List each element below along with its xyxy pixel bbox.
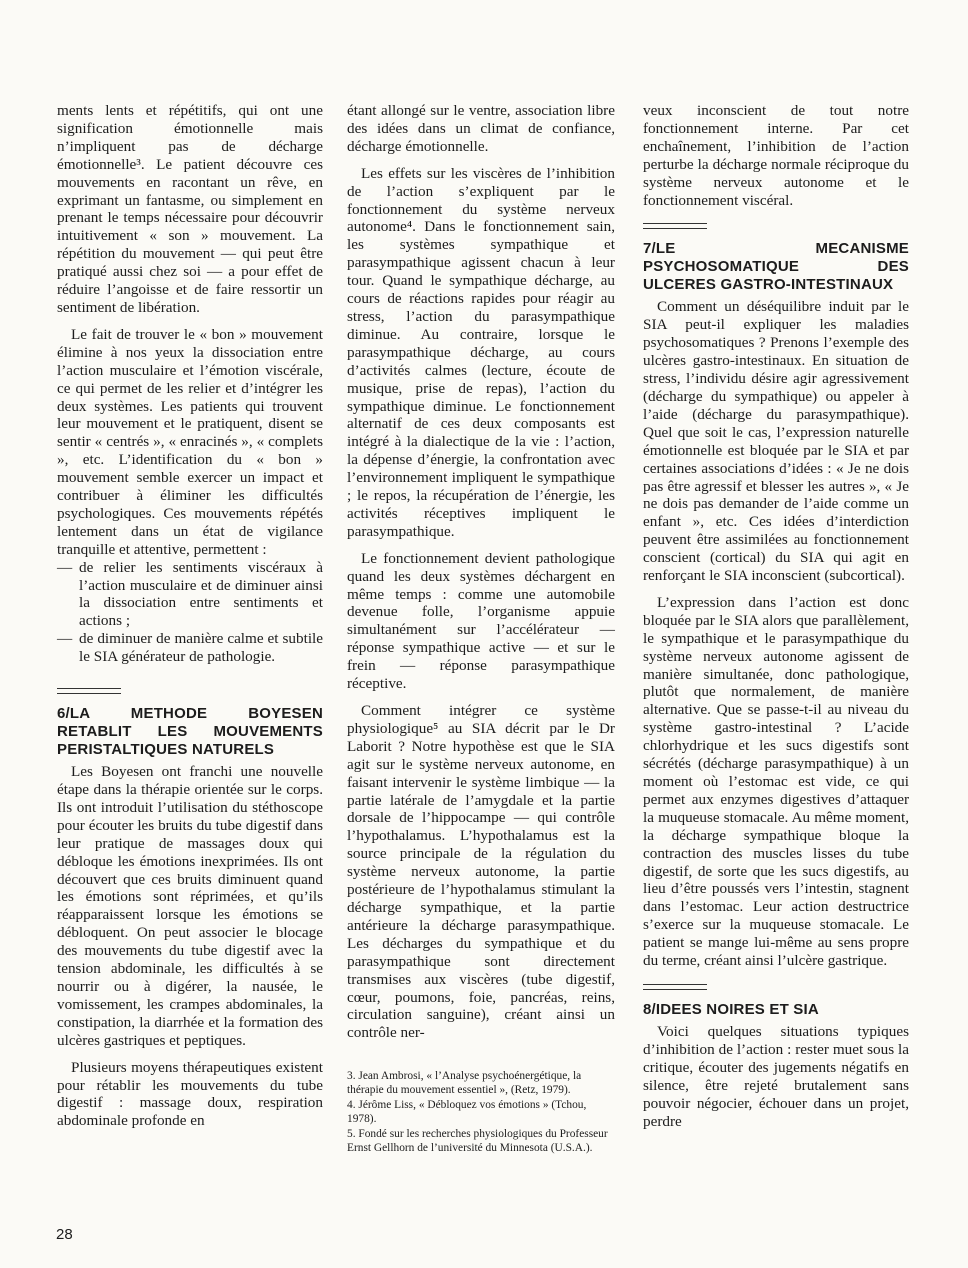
section-divider bbox=[643, 984, 707, 990]
footnote: 3. Jean Ambrosi, « l’Analyse psychoénergétique, la thérapie du mouvement essentiel », (Retz, 1979). bbox=[347, 1070, 582, 1096]
list-item bbox=[57, 630, 323, 666]
section-divider bbox=[57, 688, 121, 694]
column-2 bbox=[347, 102, 615, 1157]
section-heading-6: 6/LA METHODE BOYESEN RETABLIT LES MOUVEMENTS PERISTALTIQUES NATURELS bbox=[57, 705, 323, 759]
page-number: 28 bbox=[56, 1226, 73, 1243]
footnote: 4. Jérôme Liss, « Débloquez vos émotions » (Tchou, 1978). bbox=[347, 1099, 587, 1125]
section-divider bbox=[643, 223, 707, 229]
paragraph: Comment intégrer ce système physiologique⁵ au SIA décrit par le Dr Laborit ? Notre hypothèse est que le SIA agit sur le système nerveux autonome, en faisant intervenir le système limbique — la partie latérale de l’amygdale et la partie dorsale de l’hippocampe — qui contrôle l’hypothalamus. L’hypothalamus est la source principale de la régulation du système nerveux autonome, la partie postérieure de l’hypothalamus stimulant la décharge sympathique, et la partie antérieure la décharge parasympathique. Les décharges du sympathique et du parasympathique sont directement transmises aux viscères (tube digestif, cœur, poumons, foie, pancréas, reins, circulation sanguine), créant ainsi un contrôle ner- bbox=[347, 702, 615, 1042]
paragraph: Plusieurs moyens thérapeutiques existent pour rétablir les mouvements du tube digestif : massage doux, respiration abdominale profonde en bbox=[57, 1058, 323, 1130]
paragraph: veux inconscient de tout notre fonctionnement interne. Par cet enchaînement, l’inhibition de l’action perturbe la décharge normale réciproque du système nerveux autonome et le fonctionnement viscéral. bbox=[643, 102, 909, 209]
paragraph: Voici quelques situations typiques d’inhibition de l’action : rester muet sous la critique, écouter des jugements négatifs en silence, être rejeté brutalement sans pouvoir négocier, échouer dans un projet, perdre bbox=[643, 1022, 909, 1130]
paragraph: Les Boyesen ont franchi une nouvelle étape dans la thérapie orientée sur le corps. Ils ont introduit l’utilisation du stéthoscope pour écouter les bruits du tube digestif dans leur pratique de massages doux qui débloque les émotions inexprimées. Ils ont découvert que ces bruits diminuent quand les émotions sont réprimées, et qu’ils réapparaissent lorsque les émotions se débloquent. On peut associer le blocage des mouvements du tube digestif avec la tension abdominale, les difficultés à se nourrir ou à digérer, la nausée, le vomissement, les crampes abdominales, la constipation, la diarrhée et la formation des ulcères gastriques et peptiques. bbox=[57, 763, 323, 1049]
paragraph: Comment un déséquilibre induit par le SIA peut-il expliquer les maladies psychosomatiques ? Prenons l’exemple des ulcères gastro-intestinaux. En situation de stress, l’individu désire agir agressivement (décharge du sympathique) ou appeler à l’aide (décharge du parasympathique). Quel que soit le cas, l’expression naturelle émotionnelle est bloquée par le SIA et par certaines associations d’idées : « Je ne dois pas être agressif et blesser les autres », « Je ne dois pas demander de l’aide comme un enfant », etc. Ces idées d’interdiction peuvent être assimilées au fonctionnement conscient (cortical) du SIA qui agit en renforçant le SIA inconscient (subcortical). bbox=[643, 298, 909, 585]
footnotes bbox=[347, 1070, 615, 1155]
footnote: 5. Fondé sur les recherches physiologiques du Professeur Ernst Gellhorn de l’université du Minnesota (U.S.A.). bbox=[347, 1128, 608, 1154]
list-item-text: de diminuer de manière calme et subtile le SIA générateur de pathologie. bbox=[79, 630, 323, 666]
list-item-text: de relier les sentiments viscéraux à l’action musculaire et de diminuer ainsi la dissociation entre sentiments et actions ; bbox=[79, 558, 323, 630]
section-heading-7: 7/LE MECANISME PSYCHOSOMATIQUE DES ULCERES GASTRO-INTESTINAUX bbox=[643, 240, 909, 294]
paragraph: Le fonctionnement devient pathologique quand les deux systèmes déchargent en même temps : comme une automobile devenue folle, l’organisme appuie simultanément sur l’accélérateur — réponse sympathique active — et sur le frein — réponse parasympathique réceptive. bbox=[347, 549, 615, 693]
list-dash: — bbox=[57, 630, 73, 648]
paragraph: Le fait de trouver le « bon » mouvement élimine à nos yeux la dissociation entre l’action musculaire et l’émotion viscérale, ce qui permet de les relier et d’intégrer les deux systèmes. Les patients qui trouvent leur mouvement et le pratiquent, disent se sentir « centrés », « enracinés », « complets », etc. L’identification du « bon » mouvement semble exercer un impact et contribuer à éliminer les difficultés psychologiques. Ces mouvements répétés lentement dans un état de vigilance tranquille et attentive, permettent : bbox=[57, 325, 323, 558]
section-heading-8: 8/IDEES NOIRES ET SIA bbox=[643, 1000, 819, 1018]
list-item bbox=[57, 559, 323, 631]
paragraph: Les effets sur les viscères de l’inhibition de l’action s’expliquent par le fonctionnement du système nerveux autonome⁴. Dans le fonctionnement sain, les systèmes sympathique et parasympathique agissent chacun à leur tour. Quand le sympathique décharge, au cours de réactions rapides pour réagir au stress, l’action du parasympathique diminue. Au contraire, lorsque le parasympathique décharge, au cours d’activités calmes (lecture, écoute de musique, prise de repas), l’action du sympathique diminue. Le fonctionnement alternatif de ces deux composants est intégré à la dialectique de la vie : l’action, la dépense d’énergie, la confrontation avec l’environnement impliquent le sympathique ; le repos, la récupération de l’énergie, les activités réceptives impliquent le parasympathique. bbox=[347, 164, 615, 540]
paragraph: étant allongé sur le ventre, association libre des idées dans un climat de confiance, décharge émotionnelle. bbox=[347, 102, 615, 155]
paragraph: ments lents et répétitifs, qui ont une signification émotionnelle mais n’impliquent pas de décharge émotionnelle³. Le patient découvre ces mouvements en racontant un rêve, en exprimant un fantasme, ou simplement en prenant le temps nécessaire pour découvrir intuitivement « son » mouvement. La répétition du mouvement — qui peut être pratiqué aussi chez soi — a pour effet de réduire l’angoisse et de faire ressortir un sentiment de libération. bbox=[57, 102, 323, 316]
column-3 bbox=[643, 102, 909, 1130]
paragraph: L’expression dans l’action est donc bloquée par le SIA alors que parallèlement, le sympathique et le parasympathique du système nerveux autonome agissent de manière simultanée, donc pathologique, plutôt que normalement, de manière alternative. Que se passe-t-il au niveau du système gastro-intestinal ? L’acide chlorhydrique et les sucs digestifs sont sécrétés (décharge parasympathique) à un moment où l’estomac est vide, ce qui permet aux enzymes digestives d’attaquer la muqueuse stomacale. Au même moment, la décharge sympathique bloque la contraction des muscles lisses du tube digestif, de sorte que les sucs digestifs, au lieu d’être poussés vers l’intestin, stagnent dans l’estomac. Leur action destructrice s’exerce sur la muqueuse stomacale. Le patient se mange lui-même au sens propre du terme, créant ainsi l’ulcère gastrique. bbox=[643, 593, 909, 970]
list-dash: — bbox=[57, 558, 73, 576]
column-1 bbox=[57, 102, 323, 1130]
